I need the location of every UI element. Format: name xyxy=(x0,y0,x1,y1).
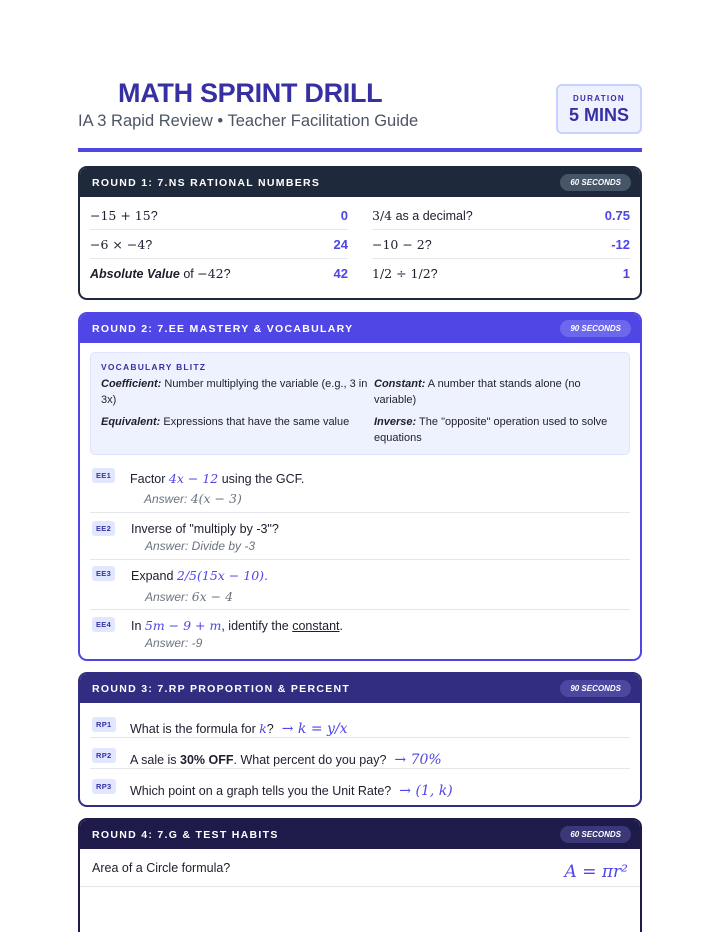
question-item xyxy=(90,610,630,656)
question-text: In 5m − 9 + m, identify the constant. xyxy=(131,618,343,633)
vocab-entry: Constant: A number that stands alone (no variable) xyxy=(374,378,581,406)
round-2-header xyxy=(80,314,640,343)
question-text: Factor 4x − 12 using the GCF. xyxy=(130,471,305,486)
question-math: −15 + 15 xyxy=(90,207,151,223)
round-1-timer: 60 SECONDS xyxy=(560,174,631,191)
page-subtitle: IA 3 Rapid Review • Teacher Facilitation Guide xyxy=(78,112,419,130)
round-3-card xyxy=(78,672,642,807)
round-1-questions xyxy=(80,197,640,288)
answer: 0 xyxy=(340,207,348,223)
answer: → (1, k) xyxy=(399,783,453,799)
question-math: 1/2 ÷ 1/2 xyxy=(372,266,431,281)
answer: → k = y/x xyxy=(281,721,348,737)
round-2-title: ROUND 2: 7.EE MASTERY & VOCABULARY xyxy=(92,322,354,335)
round-1-card xyxy=(78,166,642,300)
question-math: −6 × −4 xyxy=(90,236,146,252)
answer: A = πr² xyxy=(564,861,628,882)
round-3-questions xyxy=(80,703,640,800)
answer: -12 xyxy=(611,236,630,252)
question-item xyxy=(90,463,630,513)
question-row: −15 + 15? 0 xyxy=(90,201,348,230)
vocab-entry: Coefficient: Number multiplying the variable (e.g., 3 in 3x) xyxy=(101,378,368,406)
answer-text: Answer: 4(x − 3) xyxy=(144,491,242,506)
question-badge: EE3 xyxy=(92,566,115,581)
question-badge: RP3 xyxy=(92,779,116,794)
duration-badge xyxy=(556,84,642,134)
answer: 42 xyxy=(333,266,348,281)
question-text: Which point on a graph tells you the Unit Rate? → (1, k) xyxy=(130,783,453,799)
question-row: 3/4 as a decimal? 0.75 xyxy=(372,201,630,230)
answer-text: Answer: Divide by -3 xyxy=(145,539,256,553)
duration-label: DURATION xyxy=(572,94,626,103)
question-math: −10 − 2 xyxy=(372,236,425,252)
question-badge: RP2 xyxy=(92,748,116,763)
question-row xyxy=(80,849,640,887)
header-divider xyxy=(78,148,642,152)
question-row: −6 × −4? 24 xyxy=(90,230,348,259)
answer: 0.75 xyxy=(604,207,630,223)
vocabulary-list xyxy=(101,376,619,446)
question-badge: RP1 xyxy=(92,717,116,732)
question-row: −10 − 2? -12 xyxy=(372,230,630,259)
round-1-title: ROUND 1: 7.NS RATIONAL NUMBERS xyxy=(92,176,321,189)
round-2-card xyxy=(78,312,642,661)
round-3-timer: 90 SECONDS xyxy=(560,680,631,697)
vocabulary-title: VOCABULARY BLITZ xyxy=(101,362,207,372)
answer-text: Answer: 6x − 4 xyxy=(145,589,234,604)
round-4-timer: 60 SECONDS xyxy=(560,826,631,843)
question-text: Expand 2/5(15x − 10). xyxy=(131,568,269,583)
question-item xyxy=(90,513,630,560)
answer: 24 xyxy=(333,236,348,252)
question-item xyxy=(90,560,630,610)
question-text: Area of a Circle formula? xyxy=(92,860,231,875)
question-badge: EE2 xyxy=(92,521,115,536)
round-4-header xyxy=(80,820,640,849)
question-badge: EE1 xyxy=(92,468,115,483)
question-text: What is the formula for k? → k = y/x xyxy=(130,721,348,737)
page-header xyxy=(78,76,642,152)
question-text: A sale is 30% OFF. What percent do you pay? → 70% xyxy=(130,752,442,768)
answer: 1 xyxy=(622,266,630,281)
question-item xyxy=(90,769,630,800)
page-title: MATH SPRINT DRILL xyxy=(118,78,383,108)
round-3-title: ROUND 3: 7.RP PROPORTION & PERCENT xyxy=(92,682,351,695)
round-1-header xyxy=(80,168,640,197)
round-3-header xyxy=(80,674,640,703)
question-item xyxy=(90,738,630,769)
round-4-card xyxy=(78,818,642,932)
round-4-title: ROUND 4: 7.G & TEST HABITS xyxy=(92,828,279,841)
question-row: Absolute Value of −42? 42 xyxy=(90,266,348,281)
duration-value: 5 MINS xyxy=(568,105,629,125)
question-math: −42 xyxy=(197,266,224,281)
answer-text: Answer: -9 xyxy=(145,636,203,650)
question-item xyxy=(90,707,630,738)
vocab-entry: Inverse: The "opposite" operation used to solve equations xyxy=(374,416,608,444)
question-text: Inverse of "multiply by -3"? xyxy=(131,522,279,536)
vocabulary-box xyxy=(90,352,630,455)
question-badge: EE4 xyxy=(92,617,115,632)
round-2-timer: 90 SECONDS xyxy=(560,320,631,337)
answer: → 70% xyxy=(394,752,442,768)
question-math: 3/4 xyxy=(372,207,393,223)
vocab-entry: Equivalent: Expressions that have the same value xyxy=(101,416,350,428)
question-row: 1/2 ÷ 1/2? 1 xyxy=(372,266,630,281)
